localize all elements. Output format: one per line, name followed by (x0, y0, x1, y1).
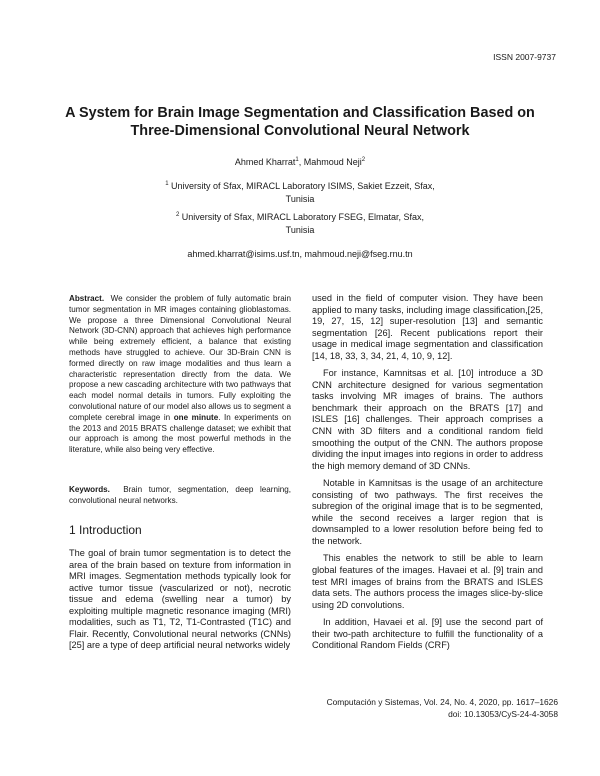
keywords-text: Brain tumor, segmentation, deep learning, convolutional neural networks. (69, 485, 291, 505)
affiliation-mark: 1 (165, 181, 169, 187)
paragraph: For instance, Kamnitsas et al. [10] introduce a 3D CNN architecture designed for various segmentation tasks involving MR images of brains. The authors benchmark their approach on the BRATS [17] and ISLES [16] challenges. Their approach comprises a CNN with 3D filters and a conditional random field smoothing the output of the CNN. The authors propose dividing the input images into regions in order to address the high memory demand of 3D CNNs. (312, 368, 543, 471)
abstract-text-end: . In experiments on the 2013 and 2015 BRATS challenge dataset; we exhibit that our approach is among the most powerful methods in the literature, while also being very effective. (69, 412, 292, 455)
affiliation-1 (140, 180, 460, 206)
affiliation-country: Tunisia (285, 225, 315, 235)
intro-paragraph: The goal of brain tumor segmentation is to detect the area of the brain based on texture from information in MRI images. Segmentation methods typically look for active tumor tissue (vascularized or not), necrotic tissue and edema (swelling near a tumor) by exploiting multiple magnetic resonance imaging (MRI) modalities, such as T1, T2, T1-Contrasted (T1C) and Flair. Recently, Convolutional neural networks (CNNs) [25] are a type of deep artificial neural networks widely (69, 548, 291, 650)
right-column (312, 293, 543, 658)
affiliation-country: Tunisia (285, 194, 315, 204)
author-affiliation-mark: 1 (295, 157, 299, 163)
keywords-label: Keywords. (69, 485, 110, 494)
author-affiliation-mark: 2 (361, 157, 366, 163)
abstract-emphasis: one minute (173, 412, 219, 422)
author-separator: , (298, 157, 304, 167)
abstract-label: Abstract. (69, 294, 105, 303)
journal-footer (327, 696, 558, 720)
author-name: Mahmoud Neji (303, 157, 362, 167)
author-name: Ahmed Kharrat (234, 157, 296, 167)
section-heading: 1 Introduction (69, 523, 142, 537)
issn-label: ISSN 2007-9737 (493, 52, 556, 62)
title-line-1: A System for Brain Image Segmentation and Classification Based on (65, 105, 535, 121)
paragraph: This enables the network to still be able to learn global features of the images. Havaei et al. [9] train and test MRI images of brains from the BRATS and ISLES data sets. The authors process the images slice-by-slice using 2D convolutions. (312, 553, 543, 610)
doi[interactable]: doi: 10.13053/CyS-24-4-3058 (448, 709, 558, 719)
abstract-text: We consider the problem of fully automatic brain tumor segmentation in MR images containing glioblastomas. We propose a three Dimensional Convolutional Neural Network (3D-CNN) approach that achieves high performance while being extremely efficient, a balance that existing methods have struggled to achieve. Our 3D-Brain CNN is formed directly on raw image modalities and thus learn a characteristic representation directly from the data. We propose a new cascading architecture with two pathways that each model normal details in tumors. Fully exploiting the convolutional nature of our model also allows us to segment a complete cerebral image in (69, 294, 291, 422)
affiliation-text: University of Sfax, MIRACL Laboratory FSEG, Elmatar, Sfax, (181, 212, 425, 222)
affiliation-text: University of Sfax, MIRACL Laboratory ISIMS, Sakiet Ezzeit, Sfax, (171, 181, 435, 191)
paper-title (40, 104, 560, 140)
paragraph: Notable in Kamnitsas is the usage of an architecture consisting of two pathways. The first receives the subregion of the original image that is to be segmented, while the second receives a larger region that is downsampled to a lower resolution before being fed to the network. (312, 478, 543, 546)
keywords (69, 485, 291, 507)
affiliation-mark: 2 (175, 212, 180, 218)
abstract (69, 294, 291, 456)
journal-citation: Computación y Sistemas, Vol. 24, No. 4, 2020, pp. 1617–1626 (326, 697, 558, 707)
paragraph: used in the field of computer vision. They have been applied to many tasks, including image classification,[25, 19, 27, 15, 12] super-resolution [13] and semantic segmentation [26]. Recent publications report their usage in medical image segmentation and classification [14, 18, 33, 3, 34, 21, 4, 10, 9, 12]. (312, 293, 543, 361)
author-list (0, 157, 600, 167)
title-line-2: Three-Dimensional Convolutional Neural Network (130, 123, 470, 139)
affiliation-2 (140, 211, 460, 237)
author-emails[interactable]: ahmed.kharrat@isims.usf.tn, mahmoud.neji@fseg.rnu.tn (187, 249, 413, 259)
paragraph: In addition, Havaei et al. [9] use the second part of their two-path architecture to fulfill the functionality of a Conditional Random Fields (CRF) (312, 617, 543, 651)
